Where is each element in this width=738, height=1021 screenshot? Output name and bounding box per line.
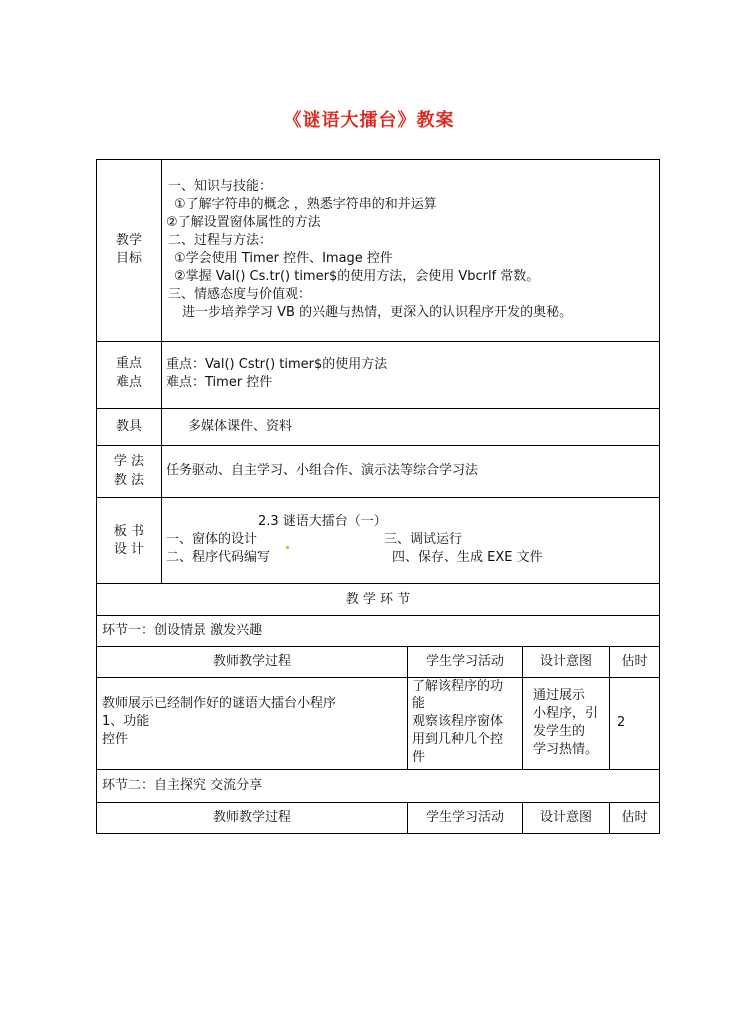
board-label-line2: 设 计 <box>113 542 145 557</box>
objectives-label-line1: 教学 <box>115 233 142 248</box>
stage2-header-student: 学生学习活动 <box>425 810 504 825</box>
stage1-title: 环节一：创设情景 激发兴趣 <box>102 623 263 638</box>
key-point-text: 重点：Val() Cstr() timer$的使用方法 <box>166 357 388 372</box>
objectives-line: ②掌握 Val() Cs.tr() timer$的使用方法，会使用 Vbcrlf 常数。 <box>174 269 540 284</box>
document-title: 《谜语大擂台》教案 <box>283 110 455 131</box>
stage1-student-line: 观察该程序窗体 <box>412 714 504 729</box>
methods-label-line1: 学 法 <box>113 454 145 469</box>
teaching-section-heading: 教 学 环 节 <box>345 592 411 607</box>
objectives-line: ①了解字符串的概念 ，熟悉字符串的和并运算 <box>174 197 437 212</box>
key-points-label-line2: 难点 <box>115 375 142 390</box>
objectives-line: ②了解设置窗体属性的方法 <box>166 215 321 230</box>
stage2-header-teacher: 教师教学过程 <box>212 810 291 825</box>
methods-value: 任务驱动、自主学习、小组合作、演示法等综合学习法 <box>166 463 479 478</box>
board-label-line1: 板 书 <box>113 524 145 539</box>
stage1-teacher-line: 1、功能 <box>102 714 150 729</box>
objectives-line: 进一步培养学习 VB 的兴趣与热情，更深入的认识程序开发的奥秘。 <box>182 305 573 320</box>
stage1-student-line: 用到几种几个控 <box>412 732 504 747</box>
tools-value: 多媒体课件、资料 <box>188 419 293 434</box>
stage1-time: 2 <box>617 715 626 730</box>
board-item: 一、窗体的设计 <box>166 532 258 547</box>
stage1-header-student: 学生学习活动 <box>425 654 504 669</box>
stage1-intent-line: 发学生的 <box>533 724 586 739</box>
stage1-student-line: 了解该程序的功 <box>412 679 504 694</box>
difficult-point-text: 难点：Timer 控件 <box>166 375 273 390</box>
objectives-line: 一、知识与技能： <box>168 179 273 194</box>
stage1-header-intent: 设计意图 <box>539 654 592 669</box>
board-item: 四、保存、生成 EXE 文件 <box>392 550 543 565</box>
stage1-header-time: 估时 <box>621 654 648 669</box>
board-item: 三、调试运行 <box>384 532 463 547</box>
stage1-teacher-line: 教师展示已经制作好的谜语大擂台小程序 <box>102 696 337 711</box>
methods-label-line2: 教 法 <box>113 473 145 488</box>
objectives-label-line2: 目标 <box>115 251 142 266</box>
objectives-line: 三、情感态度与价值观： <box>168 287 312 302</box>
stage2-title: 环节二：自主探究 交流分享 <box>102 778 263 793</box>
objectives-line: 二、过程与方法： <box>168 233 273 248</box>
board-heading: 2.3 谜语大擂台（一） <box>258 514 387 529</box>
tools-label: 教具 <box>115 419 142 434</box>
stage1-header-teacher: 教师教学过程 <box>212 654 291 669</box>
stage1-intent-line: 学习热情。 <box>533 742 599 757</box>
stage1-intent-line: 通过展示 <box>533 688 586 703</box>
stage1-student-line: 能 <box>412 696 426 711</box>
stage2-header-time: 估时 <box>621 810 648 825</box>
board-item: 二、程序代码编写 <box>166 550 271 565</box>
stage1-teacher-line: 控件 <box>102 732 129 747</box>
stage1-student-line: 件 <box>412 750 426 765</box>
key-points-label-line1: 重点 <box>115 356 142 371</box>
stage1-intent-line: 小程序，引 <box>533 706 599 721</box>
objectives-line: ①学会使用 Timer 控件、Image 控件 <box>174 251 393 266</box>
stage2-header-intent: 设计意图 <box>539 810 592 825</box>
decorative-dot <box>286 546 289 549</box>
